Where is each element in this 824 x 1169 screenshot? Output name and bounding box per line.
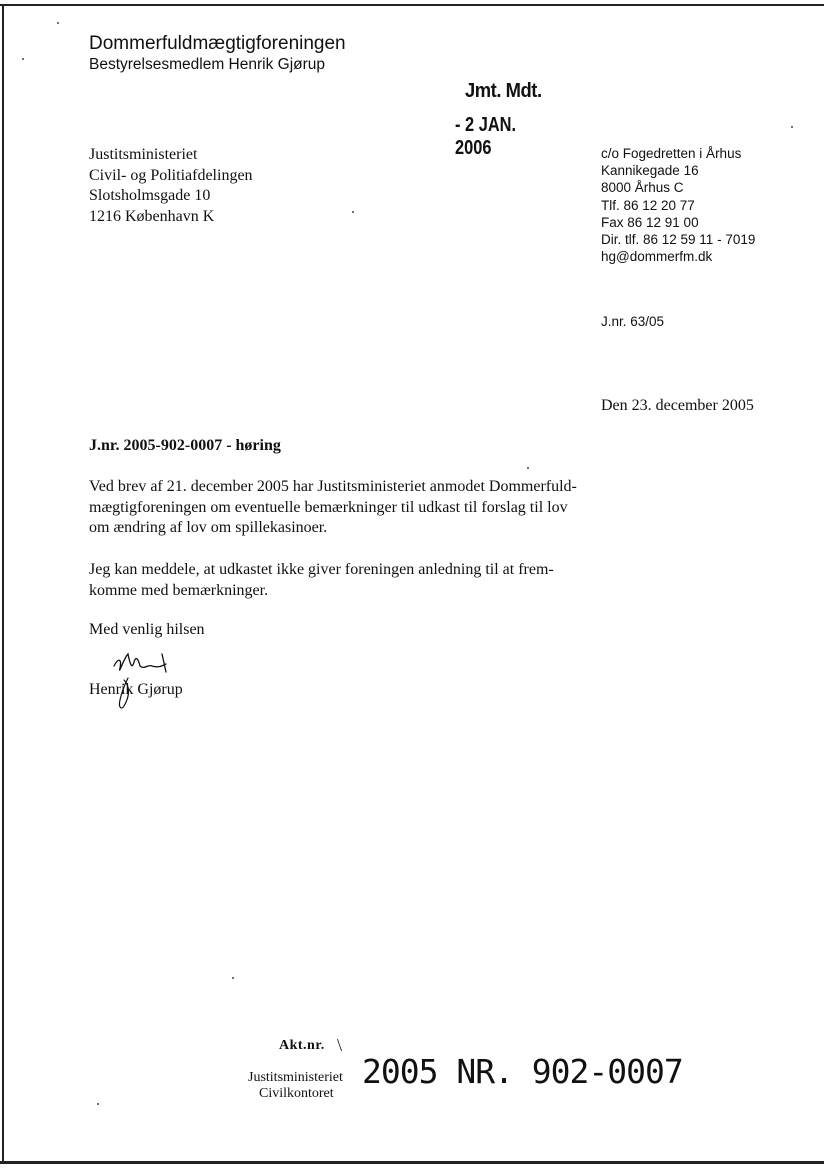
closing-line: Med venlig hilsen xyxy=(89,621,205,638)
received-stamp-date: - 2 JAN. 2006 xyxy=(455,114,517,159)
body-paragraph-2 xyxy=(89,560,554,601)
body-line: mægtigforeningen om eventuelle bemærkninger til udkast til forslag til lov xyxy=(89,498,568,516)
case-number-stamp: 2005 NR. 902-0007 xyxy=(362,1052,683,1091)
body-line: Ved brev af 21. december 2005 har Justitsministeriet anmodet Dommerfuld- xyxy=(89,478,577,495)
scan-speck xyxy=(791,126,793,128)
scan-speck xyxy=(97,1103,99,1105)
subject-line: J.nr. 2005-902-0007 - høring xyxy=(89,437,281,454)
scan-speck xyxy=(22,58,24,60)
office-stamp: Civilkontoret xyxy=(259,1086,334,1101)
ministry-stamp: Justitsministeriet xyxy=(248,1070,343,1085)
body-line: om ændring af lov om spillekasinoer. xyxy=(89,519,328,536)
member-line: Bestyrelsesmedlem Henrik Gjørup xyxy=(89,56,326,73)
recipient-line: Slotsholmsgade 10 xyxy=(89,187,211,204)
body-line: komme med bemærkninger. xyxy=(89,581,269,599)
recipient-line: Justitsministeriet xyxy=(89,146,198,163)
scan-speck xyxy=(527,467,529,469)
received-stamp-title: Jmt. Mdt. xyxy=(465,80,542,102)
recipient-line: 1216 København K xyxy=(89,207,215,225)
recipient-line: Civil- og Politiafdelingen xyxy=(89,166,253,184)
scan-border-left xyxy=(2,4,4,1164)
letter-date: Den 23. december 2005 xyxy=(601,397,754,414)
scan-speck xyxy=(232,977,234,979)
sender-email: hg@dommerfm.dk xyxy=(601,249,713,265)
signer-name: Henrik Gjørup xyxy=(89,681,183,698)
scan-border-bottom xyxy=(0,1161,824,1164)
scan-speck xyxy=(352,211,354,213)
akt-number-label: Akt.nr. xyxy=(279,1038,325,1053)
organization-name: Dommerfuldmægtigforeningen xyxy=(89,33,346,54)
sender-line: c/o Fogedretten i Århus xyxy=(601,146,742,161)
sender-address xyxy=(601,145,755,265)
reference-number: J.nr. 63/05 xyxy=(601,314,665,329)
sender-line: Tlf. 86 12 20 77 xyxy=(601,197,695,213)
sender-line: Kannikegade 16 xyxy=(601,163,699,179)
body-line: Jeg kan meddele, at udkastet ikke giver foreningen anledning til at frem- xyxy=(89,561,554,578)
sender-line: Dir. tlf. 86 12 59 11 - 7019 xyxy=(601,232,756,248)
sender-line: Fax 86 12 91 00 xyxy=(601,214,699,230)
akt-number-value: \ xyxy=(337,1035,343,1055)
recipient-address xyxy=(89,145,253,227)
scan-border-top xyxy=(0,4,824,6)
scan-speck xyxy=(57,22,59,24)
sender-line: 8000 Århus C xyxy=(601,180,684,196)
body-paragraph-1 xyxy=(89,477,577,539)
